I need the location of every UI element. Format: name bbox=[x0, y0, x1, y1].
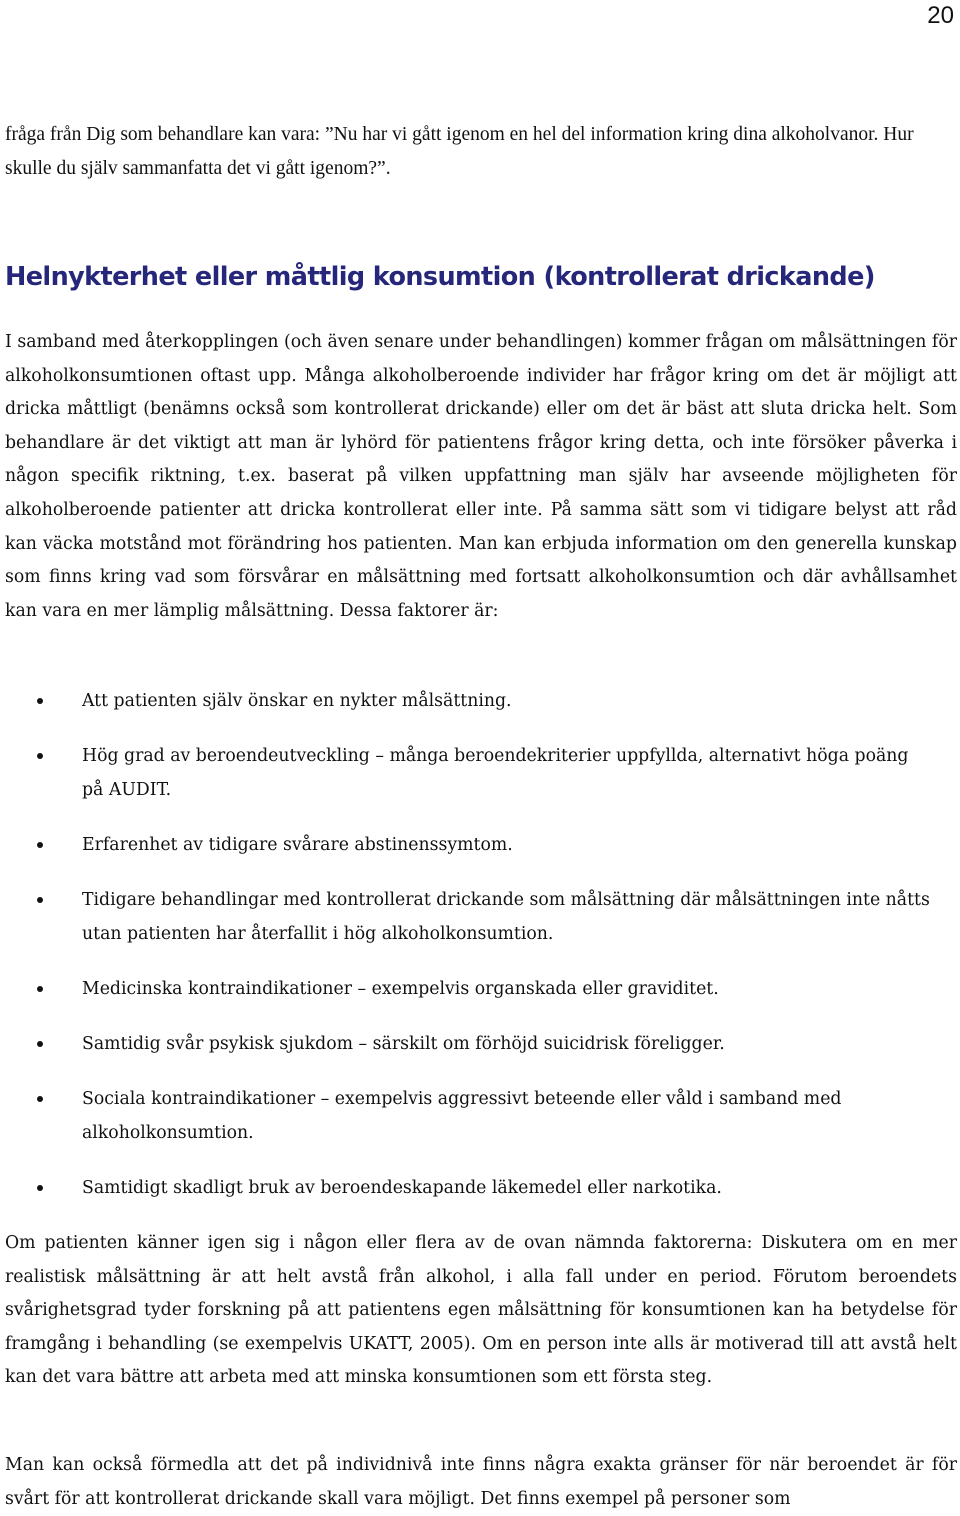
list-item bbox=[0, 739, 960, 807]
intro-paragraph: fråga från Dig som behandlare kan vara: ”Nu har vi gått igenom en hel del information kring dina alkoholvanor. Hur skulle du själv sammanfatta det vi gått igenom?”. bbox=[5, 124, 914, 179]
bullet-icon bbox=[37, 986, 43, 992]
list-item-text: Medicinska kontraindikationer – exempelvis organskada eller graviditet. bbox=[82, 979, 719, 999]
section-heading: Helnykterhet eller måttlig konsumtion (kontrollerat drickande) bbox=[5, 262, 875, 292]
list-item bbox=[0, 883, 960, 951]
bullet-icon bbox=[37, 1096, 43, 1102]
list-item bbox=[0, 972, 960, 1006]
bullet-icon bbox=[37, 753, 43, 759]
bullet-icon bbox=[37, 842, 43, 848]
page-number: 20 bbox=[927, 2, 954, 29]
body-paragraph-3: Man kan också förmedla att det på individnivå inte finns några exakta gränser för när beroendet är för svårt för att kontrollerat drickande skall vara möjligt. Det finns exempel på personer som bbox=[5, 1455, 957, 1509]
list-item bbox=[0, 1082, 960, 1150]
bullet-icon bbox=[37, 698, 43, 704]
list-item-text: Samtidig svår psykisk sjukdom – särskilt om förhöjd suicidrisk föreligger. bbox=[82, 1034, 725, 1054]
bullet-icon bbox=[37, 1185, 43, 1191]
list-item-text: Tidigare behandlingar med kontrollerat drickande som målsättning där målsättningen inte nåtts utan patienten har återfallit i hög alkoholkonsumtion. bbox=[82, 890, 930, 944]
factor-list bbox=[0, 684, 960, 1226]
list-item-text: Erfarenhet av tidigare svårare abstinenssymtom. bbox=[82, 835, 513, 855]
list-item-text: Att patienten själv önskar en nykter målsättning. bbox=[82, 691, 512, 711]
list-item-text: Hög grad av beroendeutveckling – många beroendekriterier uppfyllda, alternativt höga poäng på AUDIT. bbox=[82, 746, 909, 800]
body-paragraph-2: Om patienten känner igen sig i någon eller flera av de ovan nämnda faktorerna: Diskutera om en mer realistisk målsättning är att helt avstå från alkohol, i alla fall under en period. Förutom beroendets svårighetsgrad tyder forskning på att patientens egen målsättning för konsumtionen kan ha betydelse för framgång i behandling (se exempelvis UKATT, 2005). Om en person inte alls är motiverad till att avstå helt kan det vara bättre att arbeta med att minska konsumtionen som ett första steg. bbox=[5, 1233, 957, 1388]
list-item bbox=[0, 1027, 960, 1061]
list-item-text: Sociala kontraindikationer – exempelvis aggressivt beteende eller våld i samband med alkoholkonsumtion. bbox=[82, 1089, 842, 1143]
body-paragraph-1: I samband med återkopplingen (och även senare under behandlingen) kommer frågan om målsättningen för alkoholkonsumtionen oftast upp. Många alkoholberoende individer har frågor kring om det är möjligt att dricka måttligt (benämns också som kontrollerat drickande) eller om det är bäst att sluta dricka helt. Som behandlare är det viktigt att man är lyhörd för patientens frågor kring detta, och inte försöker påverka i någon specifik riktning, t.ex. baserat på vilken uppfattning man själv har avseende möjligheten för alkoholberoende patienter att dricka kontrollerat eller inte. På samma sätt som vi tidigare belyst att råd kan väcka motstånd mot förändring hos patienten. Man kan erbjuda information om den generella kunskap som finns kring vad som försvårar en målsättning med fortsatt alkoholkonsumtion och där avhållsamhet kan vara en mer lämplig målsättning. Dessa faktorer är: bbox=[5, 332, 957, 621]
bullet-icon bbox=[37, 897, 43, 903]
list-item bbox=[0, 684, 960, 718]
list-item bbox=[0, 828, 960, 862]
list-item bbox=[0, 1171, 960, 1205]
bullet-icon bbox=[37, 1041, 43, 1047]
list-item-text: Samtidigt skadligt bruk av beroendeskapande läkemedel eller narkotika. bbox=[82, 1178, 722, 1198]
